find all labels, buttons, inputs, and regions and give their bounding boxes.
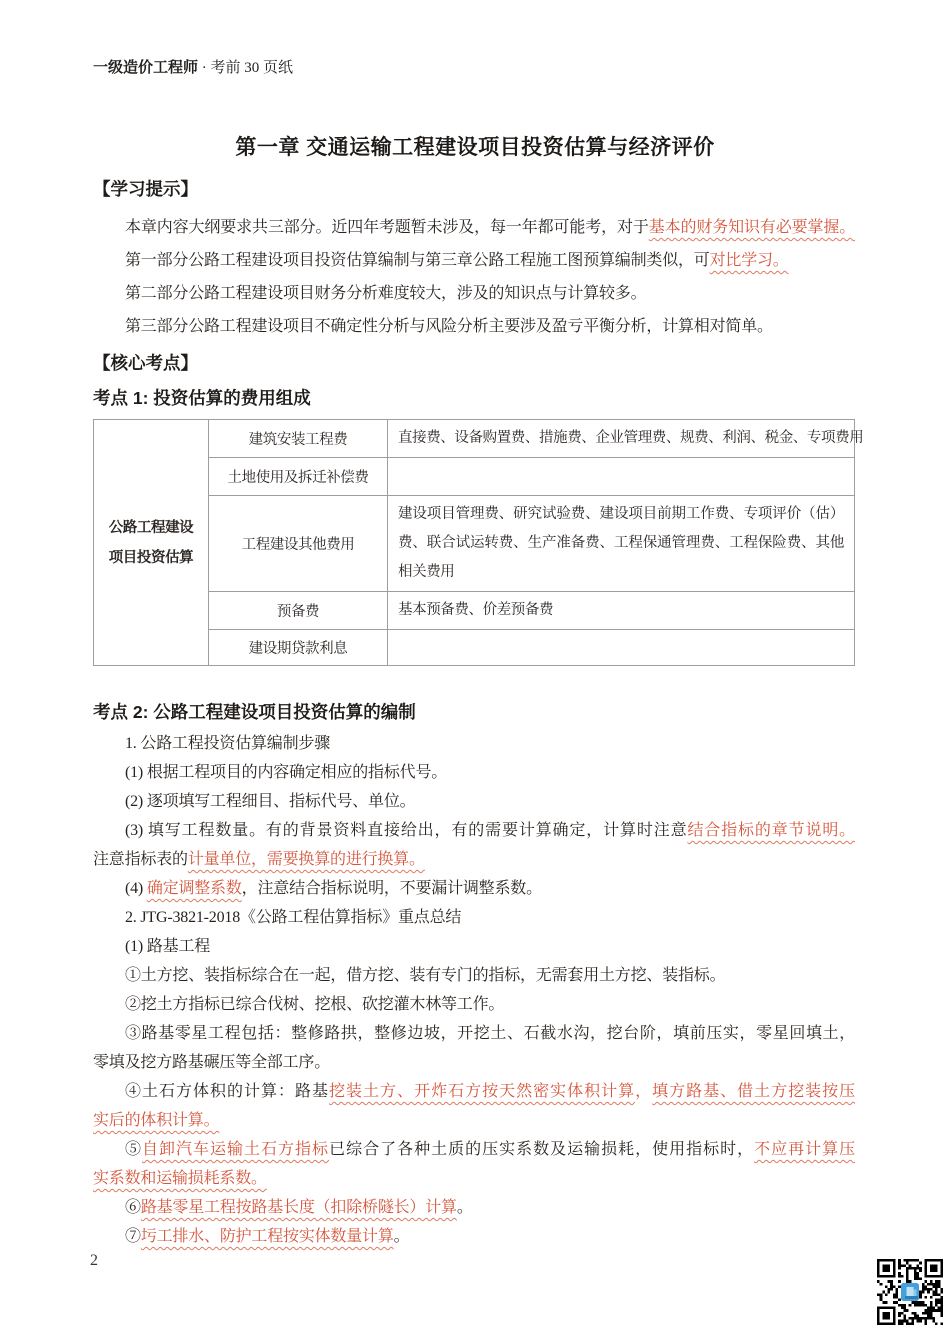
highlight-text: 填方路基、借土方挖装按压 <box>652 1083 855 1100</box>
keypoint2-heading: 考点 2: 公路工程建设项目投资估算的编制 <box>93 702 416 722</box>
paragraph-line <box>93 845 855 874</box>
page-number: 2 <box>90 1252 98 1269</box>
fee-detail-cell: 建设项目管理费、研究试验费、建设项目前期工作费、专项评价（估）费、联合试运转费、生产准备费、工程保通管理费、工程保险费、其他相关费用 <box>388 496 855 592</box>
fee-detail-cell <box>388 630 855 666</box>
table-row <box>94 630 855 666</box>
highlight-text: 路基零星工程按路基长度（扣除桥隧长）计算 <box>140 1199 457 1216</box>
paragraph-line <box>93 787 855 816</box>
paragraph-line <box>93 1135 855 1164</box>
paragraph-line <box>93 961 855 990</box>
paragraph-line <box>93 1077 855 1106</box>
paragraph-line <box>93 990 855 1019</box>
doc-header <box>93 56 293 77</box>
text-segment: ②挖土方指标已综合伐树、挖根、砍挖灌木林等工作。 <box>125 996 505 1013</box>
text-segment: 注意指标表的 <box>93 851 188 868</box>
text-segment: (2) 逐项填写工程细目、指标代号、单位。 <box>125 793 416 810</box>
text-segment: 零填及挖方路基碾压等全部工序。 <box>93 1054 331 1071</box>
highlight-text: 自卸汽车运输土石方指标 <box>142 1141 330 1158</box>
paragraph-line <box>93 903 855 932</box>
text-segment: 已综合了各种土质的压实系数及运输损耗，使用指标时， <box>329 1141 755 1158</box>
text-segment: 。 <box>456 1199 473 1216</box>
series-suffix: · 考前 30 页纸 <box>198 60 294 76</box>
fee-detail-cell: 直接费、设备购置费、措施费、企业管理费、规费、利润、税金、专项费用 <box>388 420 855 458</box>
paragraph-line <box>93 211 855 244</box>
paragraph-line <box>93 1222 855 1251</box>
text-segment: ①土方挖、装指标综合在一起，借方挖、装有专门的指标，无需套用土方挖、装指标。 <box>125 967 726 984</box>
paragraph-line <box>93 244 855 277</box>
paragraph-line <box>93 758 855 787</box>
text-segment: 1. 公路工程投资估算编制步骤 <box>125 735 331 752</box>
text-segment: 本章内容大纲要求共三部分。近四年考题暂未涉及，每一年都可能考，对于 <box>125 219 649 236</box>
highlight-text: 对比学习。 <box>709 252 789 269</box>
highlight-text: 不应再计算压 <box>754 1141 855 1158</box>
series-brand: 一级造价工程师 <box>93 59 199 76</box>
paragraph-line <box>93 932 855 961</box>
highlight-text: 结合指标的章节说明。 <box>687 822 855 839</box>
paragraph-line <box>93 874 855 903</box>
text-segment: 。 <box>393 1228 410 1245</box>
text-segment: 2. JTG-3821-2018《公路工程估算指标》重点总结 <box>125 909 462 926</box>
text-segment: (1) 路基工程 <box>125 938 211 955</box>
text-segment: ④土石方体积的计算：路基 <box>125 1083 330 1100</box>
text-segment: ，注意结合指标说明，不要漏计调整系数。 <box>241 880 542 897</box>
text-segment: (4) <box>125 880 147 897</box>
highlight-text: 实后的体积计算。 <box>93 1112 220 1129</box>
table-group-cell <box>94 420 209 666</box>
paragraph-line <box>93 729 855 758</box>
paragraph-line <box>93 310 855 343</box>
text-segment: 第一部分公路工程建设项目投资估算编制与第三章公路工程施工图预算编制类似，可 <box>125 252 710 269</box>
text-segment: ⑥ <box>125 1199 141 1216</box>
page-content <box>93 176 864 1251</box>
table-row <box>94 592 855 630</box>
text-segment: ⑦ <box>125 1228 141 1245</box>
paragraph-line <box>93 1048 855 1077</box>
keypoint2-paragraphs <box>93 729 855 1251</box>
fee-category-cell: 预备费 <box>209 592 388 630</box>
qr-code <box>877 1259 943 1325</box>
group-label: 公路工程建设项目投资估算 <box>108 519 194 566</box>
chapter-title: 第一章 交通运输工程建设项目投资估算与经济评价 <box>235 136 715 159</box>
text-segment: 第三部分公路工程建设项目不确定性分析与风险分析主要涉及盈亏平衡分析，计算相对简单。 <box>125 318 773 335</box>
text-segment: 第二部分公路工程建设项目财务分析难度较大，涉及的知识点与计算较多。 <box>125 285 647 302</box>
highlight-text: 实系数和运输损耗系数。 <box>93 1170 267 1187</box>
fee-category-cell: 工程建设其他费用 <box>209 496 388 592</box>
fee-category-cell: 土地使用及拆迁补偿费 <box>209 458 388 496</box>
text-segment: ③路基零星工程包括：整修路拱，整修边坡，开挖土、石截水沟，挖台阶，填前压实，零星回填土， <box>125 1025 855 1042</box>
investment-estimate-table <box>93 419 864 666</box>
paragraph-line <box>93 1193 855 1222</box>
table-row <box>94 420 855 458</box>
core-points-heading: 【核心考点】 <box>93 353 198 373</box>
highlight-text: ， <box>635 1083 653 1100</box>
text-segment: (1) 根据工程项目的内容确定相应的指标代号。 <box>125 764 448 781</box>
text-segment: (3) 填写工程数量。有的背景资料直接给出，有的需要计算确定，计算时注意 <box>125 822 688 839</box>
study-tips-heading: 【学习提示】 <box>93 179 198 199</box>
highlight-text: 圬工排水、防护工程按实体数量计算 <box>140 1228 394 1245</box>
highlight-text: 计量单位，需要换算的进行换算。 <box>187 851 425 868</box>
paragraph-line <box>93 816 855 845</box>
study-tips-paragraphs <box>93 211 855 343</box>
highlight-text: 确定调整系数 <box>146 880 242 897</box>
paragraph-line <box>93 1019 855 1048</box>
paragraph-line <box>93 1106 855 1135</box>
paragraph-line <box>93 1164 855 1193</box>
text-segment: ⑤ <box>125 1141 143 1158</box>
paragraph-line <box>93 277 855 310</box>
keypoint1-heading: 考点 1: 投资估算的费用组成 <box>93 388 311 408</box>
table-row <box>94 458 855 496</box>
fee-category-cell: 建设期贷款利息 <box>209 630 388 666</box>
fee-category-cell: 建筑安装工程费 <box>209 420 388 458</box>
highlight-text: 基本的财务知识有必要掌握。 <box>648 219 856 236</box>
highlight-text: 挖装土方、开炸石方按天然密实体积计算 <box>329 1083 636 1100</box>
table-row <box>94 496 855 592</box>
fee-detail-cell <box>388 458 855 496</box>
fee-detail-cell: 基本预备费、价差预备费 <box>388 592 855 630</box>
